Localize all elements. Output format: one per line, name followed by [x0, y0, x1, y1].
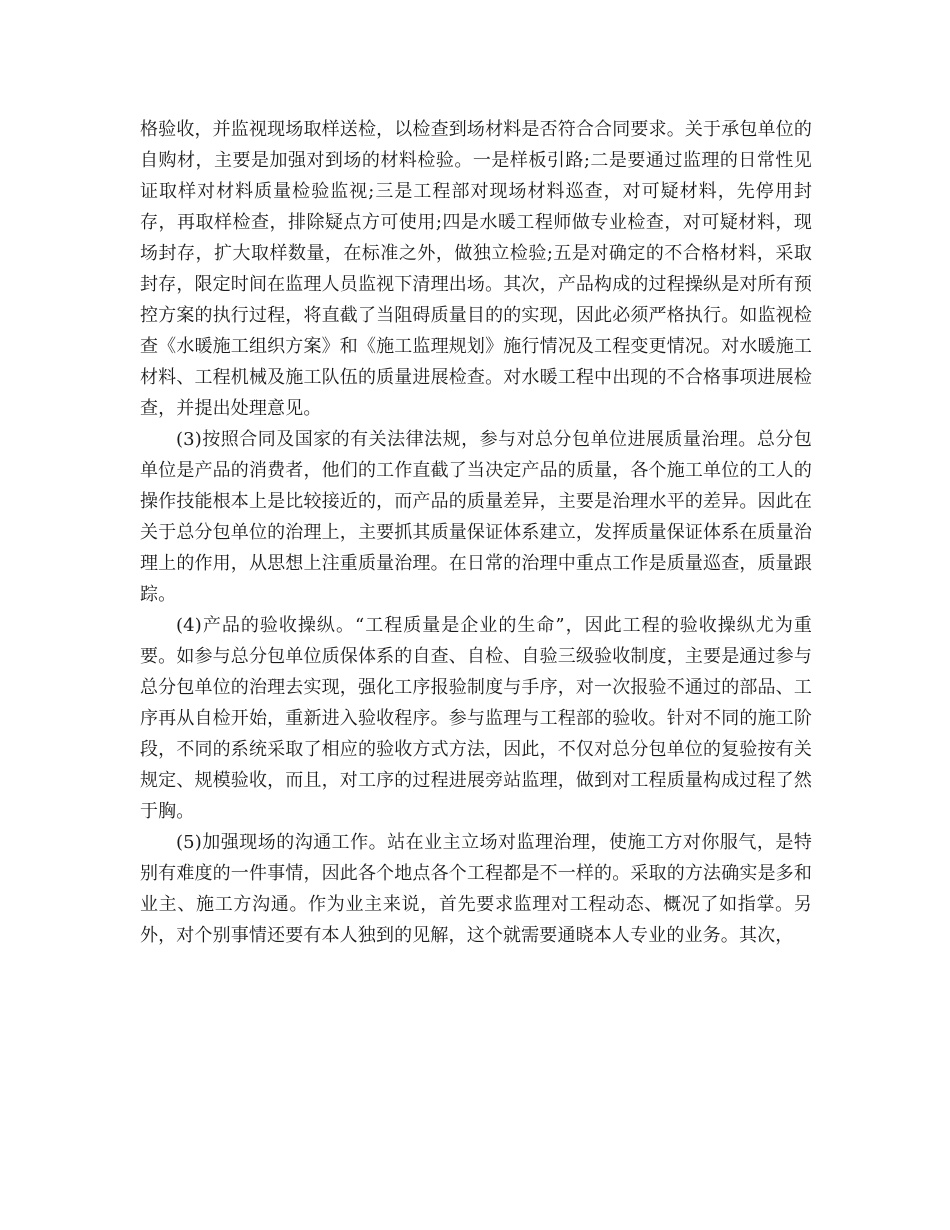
paragraph-4: (5)加强现场的沟通工作。站在业主立场对监理治理，使施工方对你服气，是特别有难度的一件事情，因此各个地点各个工程都是不一样的。采取的方法确实是多和业主、施工方沟通。作为业主来说，首先要求监理对工程动态、概况了如指掌。另外，对个别事情还要有本人独到的见解，这个就需要通晓本人专业的业务。其次，: [140, 832, 812, 946]
document-body: [140, 114, 812, 951]
paragraph-1: 格验收，并监视现场取样送检，以检查到场材料是否符合合同要求。关于承包单位的自购材，主要是加强对到场的材料检验。一是样板引路;二是要通过监理的日常性见证取样对材料质量检验监视;三是工程部对现场材料巡查，对可疑材料，先停用封存，再取样检查，排除疑点方可使用;四是水暖工程师做专业检查，对可疑材料，现场封存，扩大取样数量，在标准之外，做独立检验;五是对确定的不合格材料，采取封存，限定时间在监理人员监视下清理出场。其次，产品构成的过程操纵是对所有预控方案的执行过程，将直截了当阻碍质量目的的实现，因此必须严格执行。如监视检查《水暖施工组织方案》和《施工监理规划》施行情况及工程变更情况。对水暖施工材料、工程机械及施工队伍的质量进展检查。对水暖工程中出现的不合格事项进展检查，并提出处理意见。: [140, 119, 812, 419]
paragraph-3: (4)产品的验收操纵。“工程质量是企业的生命”，因此工程的验收操纵尤为重要。如参与总分包单位质保体系的自查、自检、自验三级验收制度，主要是通过参与总分包单位的治理去实现，强化工序报验制度与手序，对一次报验不通过的部品、工序再从自检开始，重新进入验收程序。参与监理与工程部的验收。针对不同的施工阶段，不同的系统采取了相应的验收方式方法，因此，不仅对总分包单位的复验按有关规定、规模验收，而且，对工序的过程进展旁站监理，做到对工程质量构成过程了然于胸。: [140, 615, 812, 822]
paragraph-2: (3)按照合同及国家的有关法律法规，参与对总分包单位进展质量治理。总分包单位是产品的消费者，他们的工作直截了当决定产品的质量，各个施工单位的工人的操作技能根本上是比较接近的，而产品的质量差异，主要是治理水平的差异。因此在关于总分包单位的治理上，主要抓其质量保证体系建立，发挥质量保证体系在质量治理上的作用，从思想上注重质量治理。在日常的治理中重点工作是质量巡查，质量跟踪。: [140, 429, 812, 605]
